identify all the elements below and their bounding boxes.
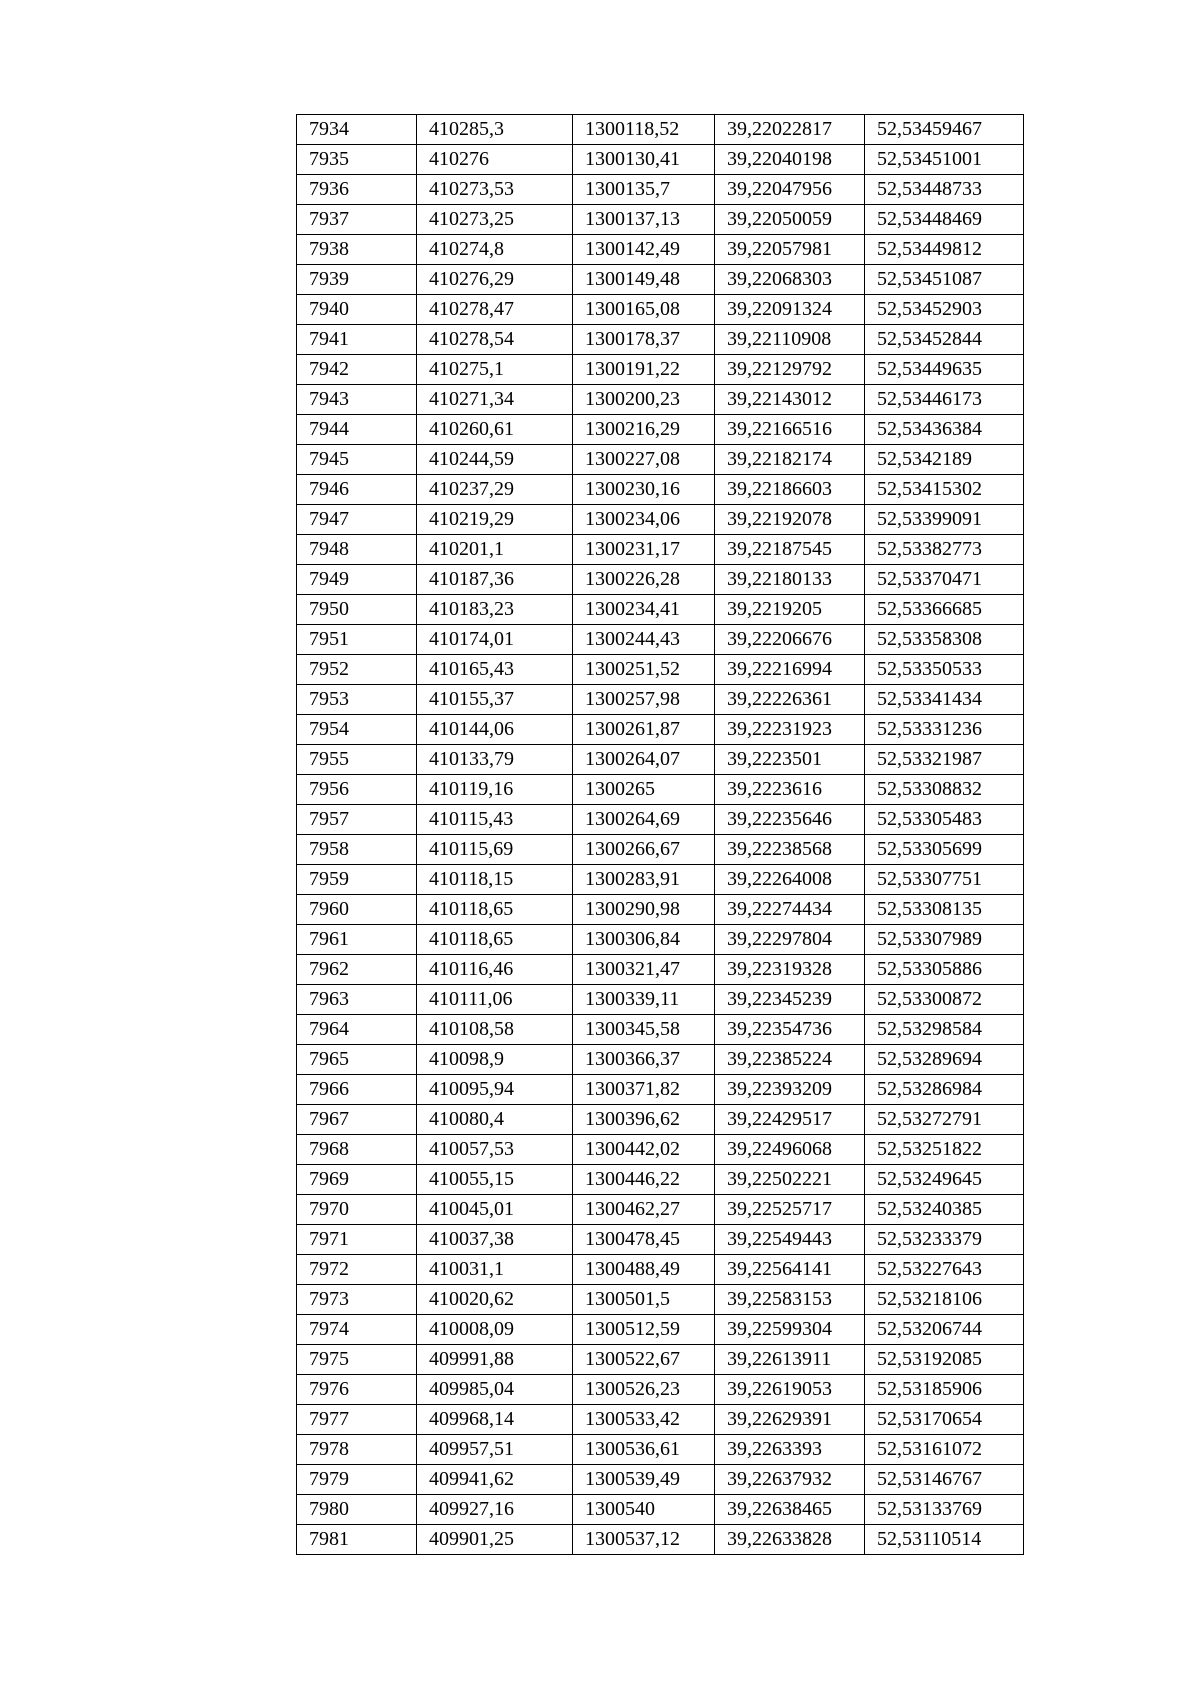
x-coordinate-cell: 410037,38 xyxy=(417,1225,573,1255)
longitude-cell: 39,22385224 xyxy=(715,1045,865,1075)
longitude-cell: 39,22238568 xyxy=(715,835,865,865)
table-row xyxy=(297,805,1024,835)
x-coordinate-cell: 410118,15 xyxy=(417,865,573,895)
latitude-cell: 52,5342189 xyxy=(865,445,1024,475)
y-coordinate-cell: 1300540 xyxy=(573,1495,715,1525)
x-coordinate-cell: 410187,36 xyxy=(417,565,573,595)
longitude-cell: 39,22182174 xyxy=(715,445,865,475)
point-number-cell: 7934 xyxy=(297,115,417,145)
y-coordinate-cell: 1300230,16 xyxy=(573,475,715,505)
longitude-cell: 39,22613911 xyxy=(715,1345,865,1375)
x-coordinate-cell: 410115,43 xyxy=(417,805,573,835)
longitude-cell: 39,22206676 xyxy=(715,625,865,655)
point-number-cell: 7977 xyxy=(297,1405,417,1435)
table-row xyxy=(297,145,1024,175)
point-number-cell: 7945 xyxy=(297,445,417,475)
latitude-cell: 52,53192085 xyxy=(865,1345,1024,1375)
table-row xyxy=(297,355,1024,385)
y-coordinate-cell: 1300216,29 xyxy=(573,415,715,445)
longitude-cell: 39,22637932 xyxy=(715,1465,865,1495)
y-coordinate-cell: 1300442,02 xyxy=(573,1135,715,1165)
point-number-cell: 7955 xyxy=(297,745,417,775)
x-coordinate-cell: 410111,06 xyxy=(417,985,573,1015)
point-number-cell: 7940 xyxy=(297,295,417,325)
x-coordinate-cell: 410244,59 xyxy=(417,445,573,475)
longitude-cell: 39,2219205 xyxy=(715,595,865,625)
point-number-cell: 7937 xyxy=(297,205,417,235)
y-coordinate-cell: 1300257,98 xyxy=(573,685,715,715)
x-coordinate-cell: 410273,53 xyxy=(417,175,573,205)
longitude-cell: 39,22231923 xyxy=(715,715,865,745)
table-row xyxy=(297,1015,1024,1045)
y-coordinate-cell: 1300251,52 xyxy=(573,655,715,685)
point-number-cell: 7950 xyxy=(297,595,417,625)
y-coordinate-cell: 1300135,7 xyxy=(573,175,715,205)
point-number-cell: 7967 xyxy=(297,1105,417,1135)
point-number-cell: 7954 xyxy=(297,715,417,745)
table-row xyxy=(297,865,1024,895)
longitude-cell: 39,22319328 xyxy=(715,955,865,985)
latitude-cell: 52,53161072 xyxy=(865,1435,1024,1465)
table-row xyxy=(297,1075,1024,1105)
y-coordinate-cell: 1300165,08 xyxy=(573,295,715,325)
x-coordinate-cell: 410275,1 xyxy=(417,355,573,385)
longitude-cell: 39,22022817 xyxy=(715,115,865,145)
latitude-cell: 52,53382773 xyxy=(865,535,1024,565)
longitude-cell: 39,22186603 xyxy=(715,475,865,505)
x-coordinate-cell: 410165,43 xyxy=(417,655,573,685)
y-coordinate-cell: 1300522,67 xyxy=(573,1345,715,1375)
point-number-cell: 7951 xyxy=(297,625,417,655)
table-row xyxy=(297,325,1024,355)
table-row xyxy=(297,925,1024,955)
longitude-cell: 39,22599304 xyxy=(715,1315,865,1345)
y-coordinate-cell: 1300226,28 xyxy=(573,565,715,595)
latitude-cell: 52,53451087 xyxy=(865,265,1024,295)
y-coordinate-cell: 1300149,48 xyxy=(573,265,715,295)
longitude-cell: 39,22525717 xyxy=(715,1195,865,1225)
x-coordinate-cell: 410144,06 xyxy=(417,715,573,745)
table-row xyxy=(297,385,1024,415)
longitude-cell: 39,2223616 xyxy=(715,775,865,805)
y-coordinate-cell: 1300244,43 xyxy=(573,625,715,655)
table-row xyxy=(297,265,1024,295)
latitude-cell: 52,53133769 xyxy=(865,1495,1024,1525)
longitude-cell: 39,22068303 xyxy=(715,265,865,295)
x-coordinate-cell: 410276 xyxy=(417,145,573,175)
longitude-cell: 39,22166516 xyxy=(715,415,865,445)
point-number-cell: 7960 xyxy=(297,895,417,925)
longitude-cell: 39,22583153 xyxy=(715,1285,865,1315)
table-row xyxy=(297,1045,1024,1075)
point-number-cell: 7978 xyxy=(297,1435,417,1465)
point-number-cell: 7965 xyxy=(297,1045,417,1075)
latitude-cell: 52,53251822 xyxy=(865,1135,1024,1165)
point-number-cell: 7973 xyxy=(297,1285,417,1315)
longitude-cell: 39,22047956 xyxy=(715,175,865,205)
longitude-cell: 39,22110908 xyxy=(715,325,865,355)
x-coordinate-cell: 410276,29 xyxy=(417,265,573,295)
latitude-cell: 52,53170654 xyxy=(865,1405,1024,1435)
x-coordinate-cell: 410260,61 xyxy=(417,415,573,445)
latitude-cell: 52,53298584 xyxy=(865,1015,1024,1045)
longitude-cell: 39,22187545 xyxy=(715,535,865,565)
y-coordinate-cell: 1300283,91 xyxy=(573,865,715,895)
y-coordinate-cell: 1300264,69 xyxy=(573,805,715,835)
y-coordinate-cell: 1300321,47 xyxy=(573,955,715,985)
table-row xyxy=(297,775,1024,805)
latitude-cell: 52,53415302 xyxy=(865,475,1024,505)
longitude-cell: 39,22091324 xyxy=(715,295,865,325)
table-row xyxy=(297,175,1024,205)
table-row xyxy=(297,505,1024,535)
x-coordinate-cell: 410008,09 xyxy=(417,1315,573,1345)
table-row xyxy=(297,955,1024,985)
y-coordinate-cell: 1300234,41 xyxy=(573,595,715,625)
point-number-cell: 7958 xyxy=(297,835,417,865)
coordinates-table-body xyxy=(297,115,1024,1555)
latitude-cell: 52,53451001 xyxy=(865,145,1024,175)
latitude-cell: 52,53185906 xyxy=(865,1375,1024,1405)
latitude-cell: 52,53307751 xyxy=(865,865,1024,895)
latitude-cell: 52,53452903 xyxy=(865,295,1024,325)
y-coordinate-cell: 1300142,49 xyxy=(573,235,715,265)
x-coordinate-cell: 410080,4 xyxy=(417,1105,573,1135)
table-row xyxy=(297,1465,1024,1495)
table-row xyxy=(297,1135,1024,1165)
coordinates-table xyxy=(296,114,1024,1555)
latitude-cell: 52,53308832 xyxy=(865,775,1024,805)
latitude-cell: 52,53399091 xyxy=(865,505,1024,535)
x-coordinate-cell: 410133,79 xyxy=(417,745,573,775)
y-coordinate-cell: 1300227,08 xyxy=(573,445,715,475)
point-number-cell: 7969 xyxy=(297,1165,417,1195)
x-coordinate-cell: 409968,14 xyxy=(417,1405,573,1435)
y-coordinate-cell: 1300536,61 xyxy=(573,1435,715,1465)
point-number-cell: 7979 xyxy=(297,1465,417,1495)
y-coordinate-cell: 1300371,82 xyxy=(573,1075,715,1105)
table-row xyxy=(297,595,1024,625)
longitude-cell: 39,22143012 xyxy=(715,385,865,415)
table-row xyxy=(297,1255,1024,1285)
point-number-cell: 7962 xyxy=(297,955,417,985)
y-coordinate-cell: 1300178,37 xyxy=(573,325,715,355)
longitude-cell: 39,22354736 xyxy=(715,1015,865,1045)
latitude-cell: 52,53146767 xyxy=(865,1465,1024,1495)
point-number-cell: 7947 xyxy=(297,505,417,535)
longitude-cell: 39,22345239 xyxy=(715,985,865,1015)
longitude-cell: 39,22638465 xyxy=(715,1495,865,1525)
x-coordinate-cell: 410118,65 xyxy=(417,895,573,925)
y-coordinate-cell: 1300533,42 xyxy=(573,1405,715,1435)
table-row xyxy=(297,1315,1024,1345)
x-coordinate-cell: 410273,25 xyxy=(417,205,573,235)
y-coordinate-cell: 1300501,5 xyxy=(573,1285,715,1315)
longitude-cell: 39,22629391 xyxy=(715,1405,865,1435)
table-row xyxy=(297,535,1024,565)
latitude-cell: 52,53370471 xyxy=(865,565,1024,595)
longitude-cell: 39,22549443 xyxy=(715,1225,865,1255)
y-coordinate-cell: 1300366,37 xyxy=(573,1045,715,1075)
latitude-cell: 52,53307989 xyxy=(865,925,1024,955)
latitude-cell: 52,53331236 xyxy=(865,715,1024,745)
x-coordinate-cell: 410278,54 xyxy=(417,325,573,355)
point-number-cell: 7936 xyxy=(297,175,417,205)
latitude-cell: 52,53449635 xyxy=(865,355,1024,385)
y-coordinate-cell: 1300130,41 xyxy=(573,145,715,175)
latitude-cell: 52,53449812 xyxy=(865,235,1024,265)
x-coordinate-cell: 410031,1 xyxy=(417,1255,573,1285)
longitude-cell: 39,22619053 xyxy=(715,1375,865,1405)
x-coordinate-cell: 409927,16 xyxy=(417,1495,573,1525)
y-coordinate-cell: 1300345,58 xyxy=(573,1015,715,1045)
x-coordinate-cell: 410271,34 xyxy=(417,385,573,415)
x-coordinate-cell: 409901,25 xyxy=(417,1525,573,1555)
latitude-cell: 52,53459467 xyxy=(865,115,1024,145)
latitude-cell: 52,53452844 xyxy=(865,325,1024,355)
table-row xyxy=(297,1495,1024,1525)
latitude-cell: 52,53233379 xyxy=(865,1225,1024,1255)
table-row xyxy=(297,295,1024,325)
y-coordinate-cell: 1300396,62 xyxy=(573,1105,715,1135)
point-number-cell: 7981 xyxy=(297,1525,417,1555)
latitude-cell: 52,53446173 xyxy=(865,385,1024,415)
point-number-cell: 7944 xyxy=(297,415,417,445)
x-coordinate-cell: 410055,15 xyxy=(417,1165,573,1195)
longitude-cell: 39,2223501 xyxy=(715,745,865,775)
longitude-cell: 39,2263393 xyxy=(715,1435,865,1465)
latitude-cell: 52,53272791 xyxy=(865,1105,1024,1135)
table-row xyxy=(297,655,1024,685)
table-row xyxy=(297,985,1024,1015)
latitude-cell: 52,53448469 xyxy=(865,205,1024,235)
longitude-cell: 39,22050059 xyxy=(715,205,865,235)
point-number-cell: 7943 xyxy=(297,385,417,415)
longitude-cell: 39,22496068 xyxy=(715,1135,865,1165)
point-number-cell: 7968 xyxy=(297,1135,417,1165)
point-number-cell: 7941 xyxy=(297,325,417,355)
longitude-cell: 39,22297804 xyxy=(715,925,865,955)
y-coordinate-cell: 1300446,22 xyxy=(573,1165,715,1195)
y-coordinate-cell: 1300306,84 xyxy=(573,925,715,955)
latitude-cell: 52,53305699 xyxy=(865,835,1024,865)
y-coordinate-cell: 1300234,06 xyxy=(573,505,715,535)
x-coordinate-cell: 410278,47 xyxy=(417,295,573,325)
point-number-cell: 7946 xyxy=(297,475,417,505)
latitude-cell: 52,53110514 xyxy=(865,1525,1024,1555)
latitude-cell: 52,53436384 xyxy=(865,415,1024,445)
point-number-cell: 7942 xyxy=(297,355,417,385)
latitude-cell: 52,53358308 xyxy=(865,625,1024,655)
point-number-cell: 7970 xyxy=(297,1195,417,1225)
point-number-cell: 7957 xyxy=(297,805,417,835)
longitude-cell: 39,22264008 xyxy=(715,865,865,895)
y-coordinate-cell: 1300512,59 xyxy=(573,1315,715,1345)
y-coordinate-cell: 1300537,12 xyxy=(573,1525,715,1555)
y-coordinate-cell: 1300539,49 xyxy=(573,1465,715,1495)
table-row xyxy=(297,625,1024,655)
latitude-cell: 52,53305483 xyxy=(865,805,1024,835)
x-coordinate-cell: 410174,01 xyxy=(417,625,573,655)
latitude-cell: 52,53366685 xyxy=(865,595,1024,625)
table-row xyxy=(297,1525,1024,1555)
y-coordinate-cell: 1300261,87 xyxy=(573,715,715,745)
longitude-cell: 39,22429517 xyxy=(715,1105,865,1135)
x-coordinate-cell: 410118,65 xyxy=(417,925,573,955)
table-row xyxy=(297,835,1024,865)
y-coordinate-cell: 1300526,23 xyxy=(573,1375,715,1405)
y-coordinate-cell: 1300265 xyxy=(573,775,715,805)
point-number-cell: 7974 xyxy=(297,1315,417,1345)
longitude-cell: 39,22235646 xyxy=(715,805,865,835)
y-coordinate-cell: 1300478,45 xyxy=(573,1225,715,1255)
point-number-cell: 7971 xyxy=(297,1225,417,1255)
table-row xyxy=(297,1165,1024,1195)
y-coordinate-cell: 1300266,67 xyxy=(573,835,715,865)
latitude-cell: 52,53286984 xyxy=(865,1075,1024,1105)
table-row xyxy=(297,1225,1024,1255)
latitude-cell: 52,53350533 xyxy=(865,655,1024,685)
point-number-cell: 7953 xyxy=(297,685,417,715)
y-coordinate-cell: 1300290,98 xyxy=(573,895,715,925)
table-row xyxy=(297,685,1024,715)
y-coordinate-cell: 1300339,11 xyxy=(573,985,715,1015)
x-coordinate-cell: 409957,51 xyxy=(417,1435,573,1465)
longitude-cell: 39,22057981 xyxy=(715,235,865,265)
table-row xyxy=(297,1435,1024,1465)
table-row xyxy=(297,745,1024,775)
y-coordinate-cell: 1300488,49 xyxy=(573,1255,715,1285)
longitude-cell: 39,22226361 xyxy=(715,685,865,715)
point-number-cell: 7964 xyxy=(297,1015,417,1045)
table-row xyxy=(297,895,1024,925)
point-number-cell: 7976 xyxy=(297,1375,417,1405)
latitude-cell: 52,53305886 xyxy=(865,955,1024,985)
longitude-cell: 39,22180133 xyxy=(715,565,865,595)
table-row xyxy=(297,715,1024,745)
table-row xyxy=(297,445,1024,475)
x-coordinate-cell: 410201,1 xyxy=(417,535,573,565)
x-coordinate-cell: 410045,01 xyxy=(417,1195,573,1225)
y-coordinate-cell: 1300118,52 xyxy=(573,115,715,145)
latitude-cell: 52,53341434 xyxy=(865,685,1024,715)
table-row xyxy=(297,1345,1024,1375)
x-coordinate-cell: 410285,3 xyxy=(417,115,573,145)
table-row xyxy=(297,475,1024,505)
longitude-cell: 39,22192078 xyxy=(715,505,865,535)
point-number-cell: 7975 xyxy=(297,1345,417,1375)
point-number-cell: 7961 xyxy=(297,925,417,955)
point-number-cell: 7938 xyxy=(297,235,417,265)
x-coordinate-cell: 410057,53 xyxy=(417,1135,573,1165)
point-number-cell: 7980 xyxy=(297,1495,417,1525)
y-coordinate-cell: 1300264,07 xyxy=(573,745,715,775)
point-number-cell: 7963 xyxy=(297,985,417,1015)
latitude-cell: 52,53240385 xyxy=(865,1195,1024,1225)
latitude-cell: 52,53300872 xyxy=(865,985,1024,1015)
latitude-cell: 52,53249645 xyxy=(865,1165,1024,1195)
longitude-cell: 39,22633828 xyxy=(715,1525,865,1555)
x-coordinate-cell: 410115,69 xyxy=(417,835,573,865)
latitude-cell: 52,53308135 xyxy=(865,895,1024,925)
x-coordinate-cell: 410155,37 xyxy=(417,685,573,715)
longitude-cell: 39,22393209 xyxy=(715,1075,865,1105)
point-number-cell: 7935 xyxy=(297,145,417,175)
longitude-cell: 39,22274434 xyxy=(715,895,865,925)
x-coordinate-cell: 410116,46 xyxy=(417,955,573,985)
longitude-cell: 39,22564141 xyxy=(715,1255,865,1285)
latitude-cell: 52,53448733 xyxy=(865,175,1024,205)
y-coordinate-cell: 1300200,23 xyxy=(573,385,715,415)
latitude-cell: 52,53289694 xyxy=(865,1045,1024,1075)
latitude-cell: 52,53206744 xyxy=(865,1315,1024,1345)
table-row xyxy=(297,1285,1024,1315)
y-coordinate-cell: 1300191,22 xyxy=(573,355,715,385)
longitude-cell: 39,22040198 xyxy=(715,145,865,175)
table-row xyxy=(297,415,1024,445)
table-row xyxy=(297,1195,1024,1225)
x-coordinate-cell: 409991,88 xyxy=(417,1345,573,1375)
x-coordinate-cell: 410237,29 xyxy=(417,475,573,505)
point-number-cell: 7948 xyxy=(297,535,417,565)
x-coordinate-cell: 410274,8 xyxy=(417,235,573,265)
x-coordinate-cell: 409941,62 xyxy=(417,1465,573,1495)
point-number-cell: 7959 xyxy=(297,865,417,895)
table-row xyxy=(297,235,1024,265)
point-number-cell: 7949 xyxy=(297,565,417,595)
x-coordinate-cell: 410095,94 xyxy=(417,1075,573,1105)
longitude-cell: 39,22129792 xyxy=(715,355,865,385)
latitude-cell: 52,53227643 xyxy=(865,1255,1024,1285)
table-row xyxy=(297,115,1024,145)
point-number-cell: 7966 xyxy=(297,1075,417,1105)
point-number-cell: 7956 xyxy=(297,775,417,805)
table-row xyxy=(297,205,1024,235)
point-number-cell: 7972 xyxy=(297,1255,417,1285)
y-coordinate-cell: 1300231,17 xyxy=(573,535,715,565)
latitude-cell: 52,53218106 xyxy=(865,1285,1024,1315)
y-coordinate-cell: 1300137,13 xyxy=(573,205,715,235)
x-coordinate-cell: 410020,62 xyxy=(417,1285,573,1315)
point-number-cell: 7952 xyxy=(297,655,417,685)
x-coordinate-cell: 410219,29 xyxy=(417,505,573,535)
longitude-cell: 39,22502221 xyxy=(715,1165,865,1195)
x-coordinate-cell: 409985,04 xyxy=(417,1375,573,1405)
table-row xyxy=(297,1405,1024,1435)
latitude-cell: 52,53321987 xyxy=(865,745,1024,775)
x-coordinate-cell: 410098,9 xyxy=(417,1045,573,1075)
x-coordinate-cell: 410119,16 xyxy=(417,775,573,805)
table-row xyxy=(297,1375,1024,1405)
x-coordinate-cell: 410108,58 xyxy=(417,1015,573,1045)
table-row xyxy=(297,1105,1024,1135)
y-coordinate-cell: 1300462,27 xyxy=(573,1195,715,1225)
point-number-cell: 7939 xyxy=(297,265,417,295)
x-coordinate-cell: 410183,23 xyxy=(417,595,573,625)
longitude-cell: 39,22216994 xyxy=(715,655,865,685)
table-row xyxy=(297,565,1024,595)
